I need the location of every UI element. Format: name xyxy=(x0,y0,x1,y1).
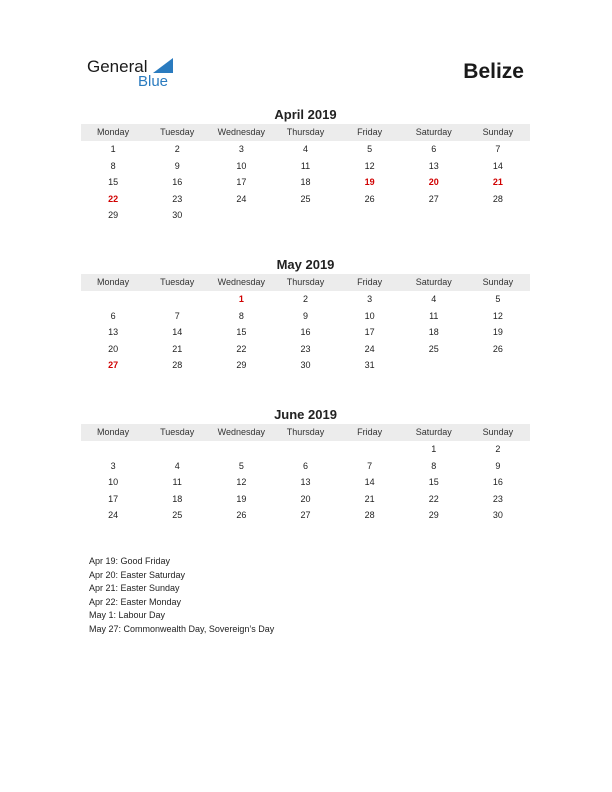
day-cell: 9 xyxy=(302,310,308,321)
weekday-header: Friday xyxy=(338,274,402,291)
day-cell: 30 xyxy=(172,210,183,221)
day-cell: 26 xyxy=(236,510,247,521)
day-cell: 4 xyxy=(174,460,180,471)
day-cell: 23 xyxy=(300,343,311,354)
weekday-header: Monday xyxy=(81,424,145,441)
day-cell xyxy=(402,357,466,374)
weekday-header: Monday xyxy=(81,274,145,291)
country-title: Belize xyxy=(463,60,524,83)
weekday-header: Friday xyxy=(338,424,402,441)
day-cell: 30 xyxy=(300,360,311,371)
month-title: June 2019 xyxy=(274,407,337,422)
day-cell: 14 xyxy=(492,160,503,171)
day-cell xyxy=(466,357,530,374)
weekday-header: Saturday xyxy=(402,274,466,291)
day-cell: 7 xyxy=(367,460,373,471)
day-cell: 2 xyxy=(495,444,501,454)
day-cell: 16 xyxy=(300,327,311,338)
day-cell: 10 xyxy=(108,477,119,488)
holiday-day-cell: 27 xyxy=(108,360,119,371)
day-cell: 21 xyxy=(364,493,375,504)
weekday-header: Sunday xyxy=(466,274,530,291)
day-cell: 25 xyxy=(300,193,311,204)
day-cell: 6 xyxy=(431,144,437,154)
month-title: May 2019 xyxy=(276,257,335,272)
day-cell: 30 xyxy=(492,510,503,521)
holiday-day-cell: 1 xyxy=(238,294,244,304)
day-cell: 16 xyxy=(172,177,183,188)
weekday-header: Saturday xyxy=(402,424,466,441)
weekday-header: Wednesday xyxy=(209,424,273,441)
month-title: April 2019 xyxy=(274,107,337,122)
day-cell: 29 xyxy=(108,210,119,221)
day-cell: 17 xyxy=(364,327,375,338)
day-cell: 25 xyxy=(428,343,439,354)
logo-triangle-icon xyxy=(153,58,173,73)
day-cell: 3 xyxy=(238,144,244,154)
day-cell xyxy=(402,207,466,224)
day-cell xyxy=(466,207,530,224)
day-cell: 10 xyxy=(364,310,375,321)
day-cell: 24 xyxy=(236,193,247,204)
day-cell: 16 xyxy=(492,477,503,488)
holiday-day-cell: 20 xyxy=(428,177,439,188)
weekday-header: Thursday xyxy=(273,124,337,141)
holiday-item: May 1: Labour Day xyxy=(89,610,166,621)
day-cell: 19 xyxy=(492,327,503,338)
day-cell: 15 xyxy=(108,177,119,188)
weekday-header: Thursday xyxy=(273,424,337,441)
day-cell: 11 xyxy=(172,477,182,488)
day-cell: 18 xyxy=(300,177,311,188)
weekday-header: Tuesday xyxy=(145,124,209,141)
day-cell: 31 xyxy=(364,360,375,371)
day-cell: 12 xyxy=(492,310,503,321)
holiday-day-cell: 22 xyxy=(108,193,119,204)
day-cell xyxy=(273,207,337,224)
day-cell xyxy=(81,291,145,308)
holiday-item: Apr 19: Good Friday xyxy=(89,556,171,566)
day-cell: 23 xyxy=(172,193,183,204)
day-cell: 28 xyxy=(364,510,375,521)
day-cell: 15 xyxy=(428,477,439,488)
day-cell: 4 xyxy=(431,294,437,304)
day-cell: 12 xyxy=(364,160,375,171)
holiday-day-cell: 21 xyxy=(492,177,503,188)
day-cell: 3 xyxy=(367,294,373,304)
holiday-list xyxy=(89,555,274,637)
day-cell: 18 xyxy=(428,327,439,338)
day-cell: 27 xyxy=(428,193,439,204)
day-cell: 20 xyxy=(108,343,119,354)
day-cell xyxy=(145,291,209,308)
weekday-header: Tuesday xyxy=(145,424,209,441)
day-cell: 10 xyxy=(236,160,247,171)
day-cell: 9 xyxy=(495,460,501,471)
day-cell xyxy=(209,207,273,224)
day-cell: 8 xyxy=(238,310,244,321)
day-cell: 18 xyxy=(172,493,183,504)
day-cell: 17 xyxy=(236,177,247,188)
day-cell: 8 xyxy=(431,460,437,471)
day-cell: 17 xyxy=(108,493,119,504)
day-cell: 22 xyxy=(428,493,439,504)
day-cell: 24 xyxy=(108,510,119,521)
day-cell: 13 xyxy=(108,327,119,338)
month-grid xyxy=(81,424,530,524)
day-cell: 5 xyxy=(367,144,373,154)
weekday-header: Saturday xyxy=(402,124,466,141)
day-cell: 22 xyxy=(236,343,247,354)
day-cell xyxy=(145,441,209,458)
holiday-item: May 27: Commonwealth Day, Sovereign’s Day xyxy=(89,623,275,634)
day-cell: 14 xyxy=(172,327,183,338)
generalblue-logo xyxy=(87,56,197,92)
day-cell: 15 xyxy=(236,327,247,338)
holiday-day-cell: 19 xyxy=(364,177,375,188)
logo-blue-text: Blue xyxy=(138,73,169,90)
day-cell xyxy=(338,207,402,224)
day-cell: 6 xyxy=(302,460,308,471)
weekday-header: Sunday xyxy=(466,124,530,141)
day-cell: 26 xyxy=(364,193,375,204)
day-cell: 28 xyxy=(172,360,183,371)
day-cell: 2 xyxy=(174,144,180,154)
day-cell: 23 xyxy=(492,493,503,504)
day-cell: 1 xyxy=(110,144,116,154)
day-cell: 11 xyxy=(429,310,439,321)
month-june xyxy=(81,406,530,524)
day-cell: 14 xyxy=(364,477,375,488)
weekday-header: Wednesday xyxy=(209,274,273,291)
day-cell xyxy=(81,441,145,458)
day-cell: 19 xyxy=(236,493,247,504)
day-cell xyxy=(209,441,273,458)
day-cell: 2 xyxy=(302,294,308,304)
day-cell: 7 xyxy=(174,310,180,321)
holiday-item: Apr 21: Easter Sunday xyxy=(89,583,180,594)
logo-general-text: General xyxy=(87,57,148,76)
day-cell: 3 xyxy=(110,460,116,471)
month-april xyxy=(81,106,530,224)
day-cell: 24 xyxy=(364,343,375,354)
day-cell: 28 xyxy=(492,193,503,204)
day-cell: 27 xyxy=(300,510,311,521)
day-cell: 29 xyxy=(236,360,247,371)
weekday-header: Sunday xyxy=(466,424,530,441)
day-cell: 6 xyxy=(110,310,116,321)
holiday-item: Apr 22: Easter Monday xyxy=(89,596,182,607)
day-cell: 7 xyxy=(495,144,501,154)
month-may xyxy=(81,256,530,374)
day-cell: 25 xyxy=(172,510,183,521)
month-grid xyxy=(81,274,530,374)
day-cell: 12 xyxy=(236,477,247,488)
day-cell xyxy=(273,441,337,458)
day-cell xyxy=(338,441,402,458)
weekday-header: Thursday xyxy=(273,274,337,291)
weekday-header: Monday xyxy=(81,124,145,141)
weekday-header: Friday xyxy=(338,124,402,141)
day-cell: 5 xyxy=(495,294,501,304)
day-cell: 1 xyxy=(431,444,437,454)
day-cell: 13 xyxy=(300,477,311,488)
day-cell: 5 xyxy=(238,460,244,471)
day-cell: 21 xyxy=(172,343,183,354)
day-cell: 26 xyxy=(492,343,503,354)
day-cell: 4 xyxy=(302,144,308,154)
day-cell: 29 xyxy=(428,510,439,521)
weekday-header: Wednesday xyxy=(209,124,273,141)
holiday-item: Apr 20: Easter Saturday xyxy=(89,569,186,580)
day-cell: 9 xyxy=(174,160,180,171)
month-grid xyxy=(81,124,530,224)
day-cell: 13 xyxy=(428,160,439,171)
weekday-header: Tuesday xyxy=(145,274,209,291)
day-cell: 20 xyxy=(300,493,311,504)
day-cell: 8 xyxy=(110,160,116,171)
day-cell: 11 xyxy=(300,160,311,171)
